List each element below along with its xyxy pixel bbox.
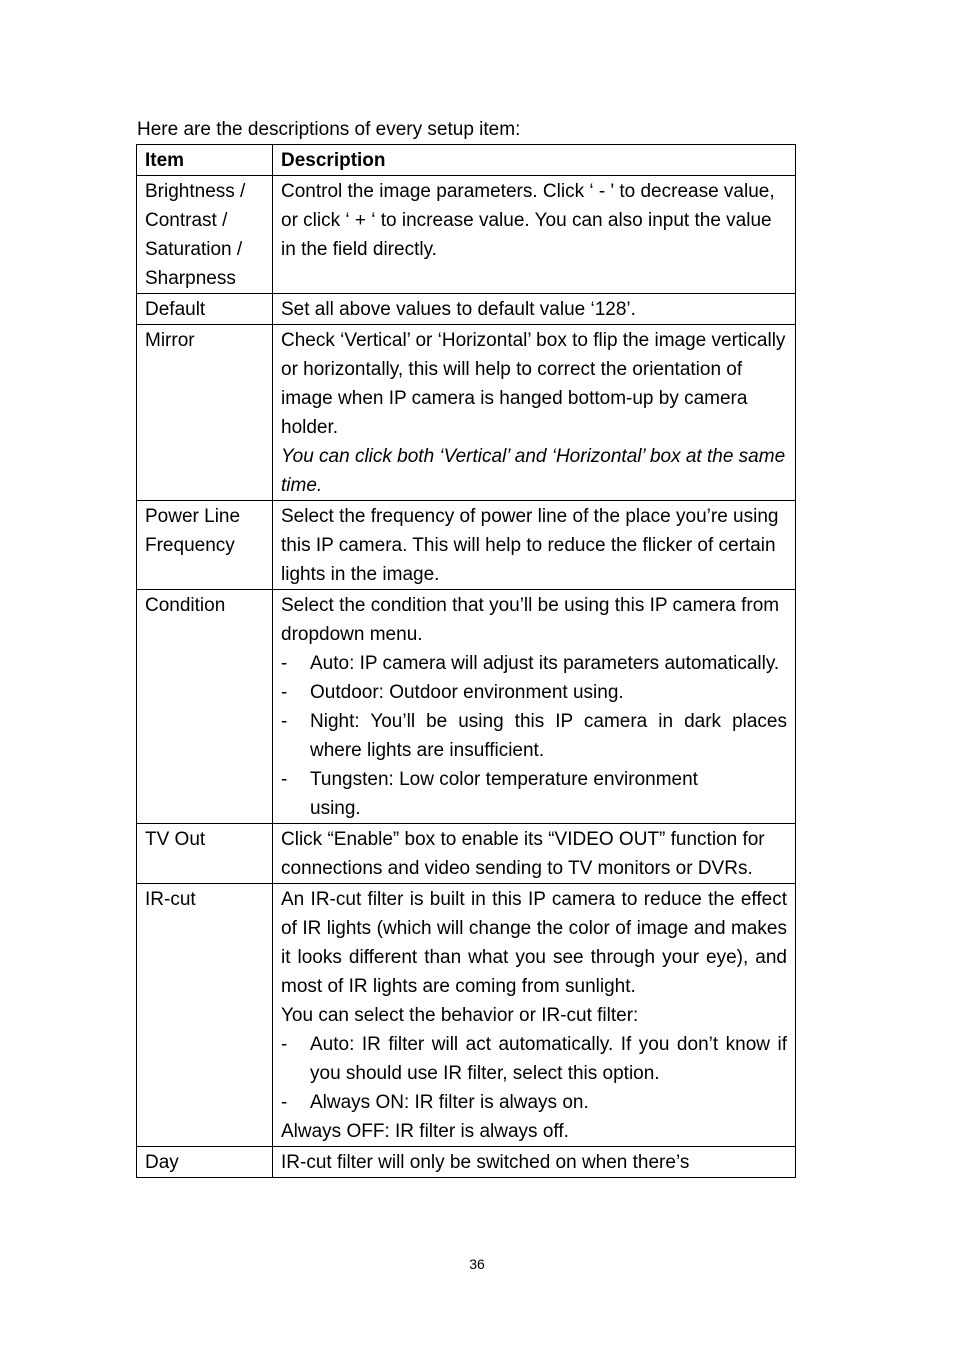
table-row bbox=[137, 501, 796, 590]
bullet-dash: - bbox=[281, 682, 288, 703]
item-line: Condition bbox=[145, 595, 226, 616]
table-row bbox=[137, 294, 796, 325]
table-header-row bbox=[137, 145, 796, 176]
item-line: Default bbox=[145, 299, 206, 320]
bullet-dash: - bbox=[281, 1034, 288, 1055]
bullet-item bbox=[281, 765, 787, 823]
description-text: Select the frequency of power line of the place you’re using this IP camera. This will help to reduce the flicker of certain lights in the image. bbox=[281, 506, 779, 585]
description-note: You can click both ‘Vertical’ and ‘Horizontal’ box at the same time. bbox=[281, 446, 786, 496]
bullet-dash: - bbox=[281, 653, 288, 674]
description-cell bbox=[273, 294, 796, 325]
table-row bbox=[137, 824, 796, 884]
bullet-text: Tungsten: Low color temperature environment using. bbox=[310, 769, 698, 819]
description-cell bbox=[273, 1147, 796, 1178]
bullet-text: Always ON: IR filter is always on. bbox=[310, 1092, 589, 1113]
item-cell bbox=[137, 176, 273, 294]
bullet-text: Outdoor: Outdoor environment using. bbox=[310, 682, 624, 703]
bullet-dash: - bbox=[281, 711, 288, 732]
bullet-item bbox=[281, 1030, 787, 1088]
table-row bbox=[137, 1147, 796, 1178]
item-line: Brightness / bbox=[145, 181, 246, 202]
table-row bbox=[137, 884, 796, 1147]
intro-text: Here are the descriptions of every setup item: bbox=[137, 119, 521, 140]
item-cell bbox=[137, 884, 273, 1147]
description-cell bbox=[273, 325, 796, 501]
item-line: Day bbox=[145, 1152, 179, 1173]
bullet-text: Auto: IP camera will adjust its parameters automatically. bbox=[310, 653, 780, 674]
page-number: 36 bbox=[469, 1256, 485, 1272]
table-row bbox=[137, 176, 796, 294]
header-item: Item bbox=[137, 145, 273, 176]
description-text: Click “Enable” box to enable its “VIDEO OUT” function for connections and video sending to TV monitors or DVRs. bbox=[281, 829, 765, 879]
description-text: IR-cut filter will only be switched on when there’s bbox=[281, 1152, 690, 1173]
table-row bbox=[137, 325, 796, 501]
description-text-3: Always OFF: IR filter is always off. bbox=[281, 1121, 569, 1142]
table-row bbox=[137, 590, 796, 824]
description-cell bbox=[273, 501, 796, 590]
item-cell bbox=[137, 1147, 273, 1178]
header-description: Description bbox=[273, 145, 796, 176]
setup-items-table bbox=[136, 144, 796, 1178]
description-text: Select the condition that you’ll be using this IP camera from dropdown menu. bbox=[281, 595, 780, 645]
description-text: Control the image parameters. Click ‘ - ' to decrease value, or click ‘ + ‘ to increase value. You can also input the value in the field directly. bbox=[281, 181, 775, 260]
description-cell bbox=[273, 590, 796, 824]
item-line: TV Out bbox=[145, 829, 206, 850]
description-cell bbox=[273, 824, 796, 884]
item-cell bbox=[137, 325, 273, 501]
bullet-item bbox=[281, 678, 787, 707]
item-line: Sharpness bbox=[145, 268, 236, 289]
description-text: Set all above values to default value ‘128’. bbox=[281, 299, 636, 320]
item-cell bbox=[137, 590, 273, 824]
description-text: An IR-cut filter is built in this IP camera to reduce the effect of IR lights (which will change the color of image and makes it looks different than what you see through your eye), and most of IR lights are coming from sunlight. bbox=[281, 889, 787, 997]
bullet-item bbox=[281, 649, 787, 678]
item-line: Contrast / bbox=[145, 210, 228, 231]
item-line: Power Line bbox=[145, 506, 241, 527]
item-line: IR-cut bbox=[145, 889, 196, 910]
bullet-dash: - bbox=[281, 1092, 288, 1113]
item-line: Frequency bbox=[145, 535, 235, 556]
item-line: Mirror bbox=[145, 330, 195, 351]
item-cell bbox=[137, 824, 273, 884]
item-cell bbox=[137, 501, 273, 590]
description-cell bbox=[273, 884, 796, 1147]
bullet-item bbox=[281, 707, 787, 765]
bullet-item bbox=[281, 1088, 787, 1117]
item-cell bbox=[137, 294, 273, 325]
description-cell bbox=[273, 176, 796, 294]
item-line: Saturation / bbox=[145, 239, 243, 260]
bullet-text: Auto: IR filter will act automatically. If you don’t know if you should use IR filter, select this option. bbox=[310, 1034, 787, 1084]
description-text: Check ‘Vertical’ or ‘Horizontal’ box to flip the image vertically or horizontally, this will help to correct the orientation of image when IP camera is hanged bottom-up by camera holder. bbox=[281, 330, 786, 438]
bullet-dash: - bbox=[281, 769, 288, 790]
bullet-text: Night: You’ll be using this IP camera in dark places where lights are insufficient. bbox=[310, 711, 787, 761]
description-text-2: You can select the behavior or IR-cut filter: bbox=[281, 1005, 639, 1026]
